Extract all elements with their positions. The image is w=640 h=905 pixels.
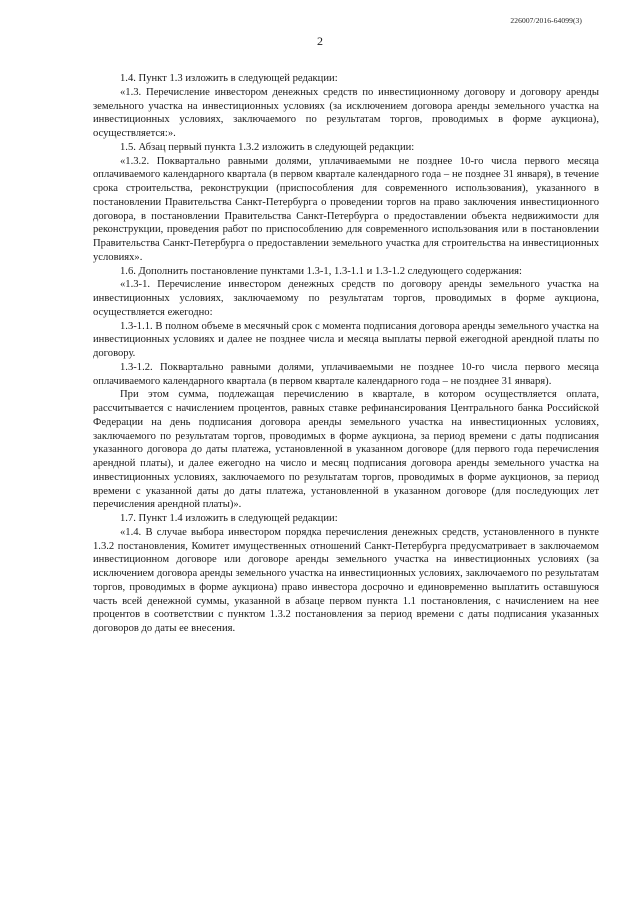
document-body	[93, 72, 599, 636]
document-code: 226007/2016-64099(3)	[510, 16, 582, 25]
paragraph-1-4-heading: 1.4. Пункт 1.3 изложить в следующей редакции:	[120, 73, 338, 84]
page-number: 2	[317, 34, 323, 48]
paragraph-1-3-2-text: «1.3.2. Поквартально равными долями, уплачиваемыми не позднее 10-го числа первого месяца оплачиваемого календарного квартала (в первом квартале календарного года – не позднее 31 января), в течение срока строительства, реконструкции (приспособления для современного использования), указанного в постановлении Правительства Санкт-Петербурга о проведении торгов на право заключения инвестиционного договора, в постановлении Правительства Санкт-Петербурга о предоставлении объекта недвижимости для реконструкции, проведения работ по приспособлению для современного использования или в постановлении Правительства Санкт-Петербурга о предоставлении земельного участка для строительства на инвестиционных условиях».	[93, 155, 599, 263]
paragraph-1-3-1-2-text: 1.3-1.2. Поквартально равными долями, уплачиваемыми не позднее 10-го числа первого месяца оплачиваемого календарного квартала (в первом квартале календарного года – не позднее 31 января).	[93, 361, 599, 387]
paragraph-interest-text: При этом сумма, подлежащая перечислению в квартале, в котором осуществляется оплата, рассчитывается с начислением процентов, равных ставке рефинансирования Центрального банка Российской Федерации на день подписания договора аренды земельного участка на инвестиционных условиях, заключаемого по результатам торгов, проводимых в форме аукциона, за период времени с даты подписания указанного договора до даты платежа, установленной в указанном договоре (для первого года перечисления арендной платы), и далее ежегодно на число и месяц подписания договора аренды земельного участка на инвестиционных условиях, заключаемого по результатам торгов, проводимых в форме аукционов, за период времени с указанной даты до даты платежа, установленной в указанном договоре (для последующих лет перечисления арендной платы)».	[93, 389, 599, 511]
paragraph-1-3-1-text: «1.3-1. Перечисление инвестором денежных средств по договору аренды земельного участка на инвестиционных условиях, заключаемому по результатам торгов, проводимых в форме аукциона, осуществляется ежегодно:	[93, 279, 599, 318]
paragraph-1-7-heading: 1.7. Пункт 1.4 изложить в следующей редакции:	[120, 513, 338, 524]
paragraph-1-4-text: «1.4. В случае выбора инвестором порядка перечисления денежных средств, установленного в пункте 1.3.2 постановления, Комитет имущественных отношений Санкт-Петербурга предусматривает в заключаемом инвестиционном договоре или договоре аренды земельного участка на инвестиционных условиях (за исключением договора аренды земельного участка на инвестиционных условиях, заключаемого по результатам торгов, проводимых в форме аукциона) право инвестора досрочно и единовременно выплатить оставшуюся часть всей денежной суммы, указанной в абзаце первом пункта 1.1 постановления, с начислением на нее процентов в соответствии с пунктом 1.3.2 постановления за период времени с даты подписания указанных договоров до даты ее внесения.	[93, 526, 599, 634]
paragraph-1-3-1-1-text: 1.3-1.1. В полном объеме в месячный срок с момента подписания договора аренды земельного участка на инвестиционных условиях и далее не позднее числа и месяца выплаты первой ежегодной арендной платы по договору.	[93, 320, 599, 359]
paragraph-1-6-heading: 1.6. Дополнить постановление пунктами 1.3-1, 1.3-1.1 и 1.3-1.2 следующего содержания:	[120, 265, 522, 277]
paragraph-1-5-heading: 1.5. Абзац первый пункта 1.3.2 изложить в следующей редакции:	[120, 141, 415, 153]
paragraph-1-3-text: «1.3. Перечисление инвестором денежных средств по инвестиционному договору и договору аренды земельного участка на инвестиционных условиях (за исключением договора аренды земельного участка на инвестиционных условиях, заключаемого по результатам торгов, проводимых в форме аукциона), осуществляется:».	[93, 86, 599, 139]
